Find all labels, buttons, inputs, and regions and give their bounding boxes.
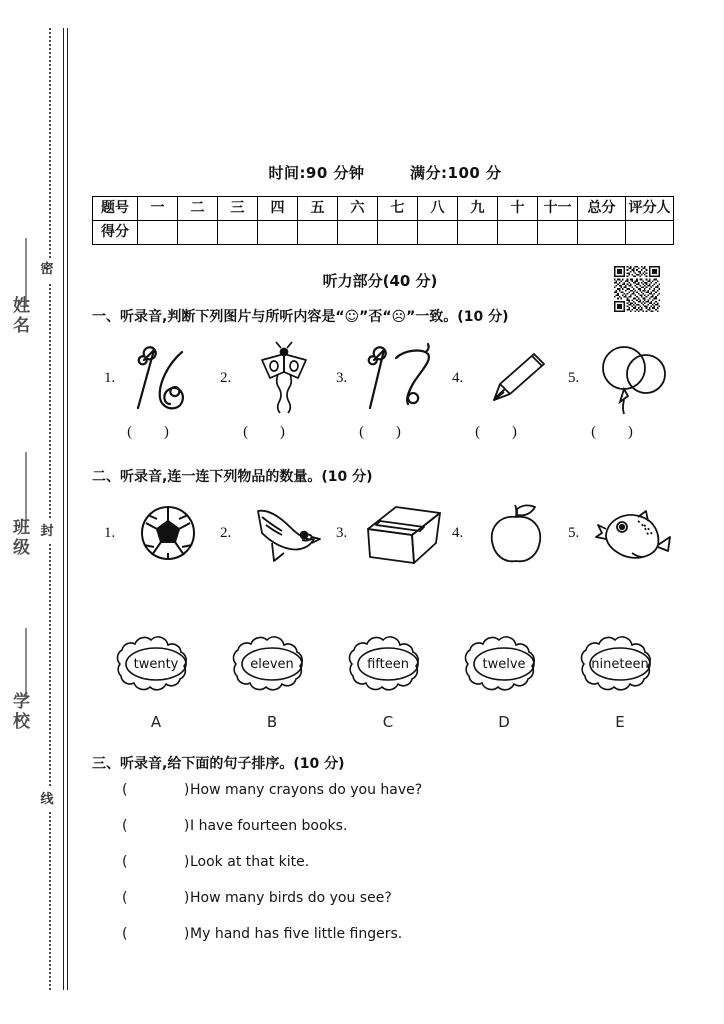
apple-icon: [472, 495, 560, 573]
class-writing-line: [25, 452, 27, 524]
list-item: [92, 926, 672, 962]
list-item: [92, 890, 672, 926]
list-item: [92, 818, 672, 854]
number-seventeen-decorative-icon: [356, 340, 444, 418]
list-item: [92, 782, 672, 818]
score-cell-6[interactable]: [338, 221, 378, 245]
q2-item-5: [560, 495, 678, 573]
score-cell-9[interactable]: [458, 221, 498, 245]
seal-dotted-line: [49, 28, 51, 990]
seal-margin-strip: [0, 0, 90, 1024]
score-cell-5[interactable]: [298, 221, 338, 245]
q1-index-1: 1.: [104, 370, 116, 386]
q3-sentence-2: I have fourteen books.: [190, 818, 348, 834]
pencil-icon: [472, 340, 560, 418]
cloud-word-b: eleven: [250, 656, 294, 672]
q3-sentence-4: How many birds do you see?: [190, 890, 392, 906]
q1-item-5: [560, 340, 678, 418]
q1-answer-box-4[interactable]: ( ): [475, 424, 531, 440]
number-sixteen-decorative-icon: [124, 340, 212, 418]
question-2-picture-row: [90, 495, 680, 573]
q3-answer-box-5[interactable]: ( ): [122, 926, 216, 942]
q3-answer-box-1[interactable]: ( ): [122, 782, 216, 798]
score-cell-11[interactable]: [538, 221, 578, 245]
q3-answer-box-4[interactable]: ( ): [122, 890, 216, 906]
q1-answer-box-3[interactable]: ( ): [359, 424, 415, 440]
score-cell-2[interactable]: [178, 221, 218, 245]
q1-item-2: [212, 340, 330, 418]
score-cell-grader[interactable]: [626, 221, 674, 245]
cloud-letter-b: B: [266, 713, 278, 731]
q2-item-4: [444, 495, 562, 573]
exam-sheet: [90, 0, 724, 1024]
qr-code-icon: [614, 266, 660, 312]
q2-item-3: [328, 495, 446, 573]
cloud-letter-e: E: [615, 713, 625, 731]
q1-answer-box-2[interactable]: ( ): [243, 424, 299, 440]
col-head-5: 五: [298, 197, 338, 221]
cloud-letter-a: A: [150, 713, 162, 731]
seal-char-xian: 线: [38, 788, 56, 812]
q1-answer-box-1[interactable]: ( ): [127, 424, 183, 440]
q2-item-2: [212, 495, 330, 573]
q1-item-3: [328, 340, 446, 418]
soccer-ball-icon: [124, 495, 212, 573]
q3-answer-box-3[interactable]: ( ): [122, 854, 216, 870]
col-head-10: 十: [498, 197, 538, 221]
fish-icon: [588, 495, 676, 573]
cloud-option-d[interactable]: [448, 632, 560, 696]
exam-meta-line: [90, 162, 680, 183]
q2-index-3: 3.: [336, 525, 348, 541]
cloud-letter-row: [100, 713, 680, 733]
score-cell-total[interactable]: [578, 221, 626, 245]
row-label-score: 得分: [93, 221, 138, 245]
q1-answer-box-5[interactable]: ( ): [591, 424, 647, 440]
q1-item-4: [444, 340, 562, 418]
q1-index-4: 4.: [452, 370, 464, 386]
cloud-option-a[interactable]: [100, 632, 212, 696]
bird-icon: [240, 495, 328, 573]
col-head-3: 三: [218, 197, 258, 221]
col-head-6: 六: [338, 197, 378, 221]
table-row-scores: [93, 221, 674, 245]
row-label-question-number: 题号: [93, 197, 138, 221]
score-table: [92, 196, 674, 245]
score-cell-8[interactable]: [418, 221, 458, 245]
butterfly-kite-icon: [240, 340, 328, 418]
q2-index-4: 4.: [452, 525, 464, 541]
seal-solid-line: [63, 28, 68, 990]
question-2-heading: 二、听录音,连一连下列物品的数量。(10 分): [92, 469, 373, 485]
score-cell-7[interactable]: [378, 221, 418, 245]
cloud-letter-d: D: [498, 713, 510, 731]
score-cell-10[interactable]: [498, 221, 538, 245]
q1-index-2: 2.: [220, 370, 232, 386]
score-cell-1[interactable]: [138, 221, 178, 245]
q3-sentence-3: Look at that kite.: [190, 854, 310, 870]
field-label-school: 学校: [9, 692, 29, 732]
q2-item-1: [96, 495, 214, 573]
q1-item-1: [96, 340, 214, 418]
table-row-question-numbers: [93, 197, 674, 221]
field-label-name: 姓名: [9, 296, 29, 336]
col-head-4: 四: [258, 197, 298, 221]
listening-part-title: 听力部分(40 分): [322, 272, 438, 290]
col-head-8: 八: [418, 197, 458, 221]
cloud-word-e: nineteen: [591, 656, 649, 672]
cloud-word-d: twelve: [482, 656, 526, 672]
cloud-word-c: fifteen: [367, 656, 409, 672]
q3-sentence-5: My hand has five little fingers.: [190, 926, 403, 942]
question-1-heading: 一、听录音,判断下列图片与所听内容是“☺”否“☹”一致。(10 分): [92, 309, 509, 325]
cloud-word-a: twenty: [133, 656, 179, 672]
seal-char-feng: 封: [38, 520, 56, 544]
list-item: [92, 854, 672, 890]
seal-char-mi: 密: [38, 258, 56, 282]
col-head-1: 一: [138, 197, 178, 221]
balloons-icon: [588, 340, 676, 418]
score-cell-3[interactable]: [218, 221, 258, 245]
question-1-picture-row: [90, 340, 680, 418]
cloud-option-c[interactable]: [332, 632, 444, 696]
q1-index-5: 5.: [568, 370, 580, 386]
box-icon: [356, 495, 444, 573]
exam-time: 时间:90 分钟: [268, 164, 365, 182]
cloud-option-b[interactable]: [216, 632, 328, 696]
exam-total-score: 满分:100 分: [410, 164, 502, 182]
col-head-grader: 评分人: [626, 197, 674, 221]
q3-answer-box-2[interactable]: ( ): [122, 818, 216, 834]
q3-sentence-1: How many crayons do you have?: [190, 782, 423, 798]
col-head-total: 总分: [578, 197, 626, 221]
col-head-11: 十一: [538, 197, 578, 221]
score-cell-4[interactable]: [258, 221, 298, 245]
school-writing-line: [25, 628, 27, 698]
question-3-heading: 三、听录音,给下面的句子排序。(10 分): [92, 756, 345, 772]
col-head-9: 九: [458, 197, 498, 221]
q2-index-5: 5.: [568, 525, 580, 541]
col-head-7: 七: [378, 197, 418, 221]
q1-index-3: 3.: [336, 370, 348, 386]
cloud-option-e[interactable]: [564, 632, 676, 696]
question-2-cloud-row: [100, 632, 680, 696]
question-1-answer-row: [90, 424, 680, 446]
q2-index-1: 1.: [104, 525, 116, 541]
col-head-2: 二: [178, 197, 218, 221]
cloud-letter-c: C: [382, 713, 394, 731]
field-label-class: 班级: [9, 518, 29, 558]
q2-index-2: 2.: [220, 525, 232, 541]
question-3-sentence-list: [92, 782, 672, 962]
